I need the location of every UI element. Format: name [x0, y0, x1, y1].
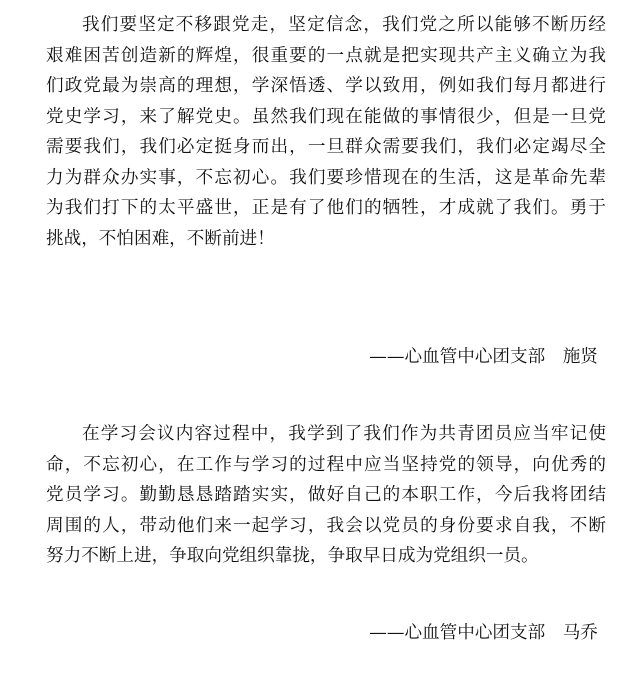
text-line: 挑战，不怕困难，不断前进！ [46, 228, 275, 249]
signature-2: ——心血管中心团支部 马乔 [369, 623, 598, 643]
text-line: 党员学习。勤勤恳恳踏踏实实，做好自己的本职工作，今后我将团结 [46, 485, 606, 505]
text-line: 努力不断上进，争取向党组织靠拢，争取早日成为党组织一员。 [46, 546, 539, 566]
text-line: 命，不忘初心，在工作与学习的过程中应当坚持党的领导，向优秀的 [46, 454, 606, 475]
text-line: 艰难困苦创造新的辉煌，很重要的一点就是把实现共产主义确立为我 [46, 45, 606, 66]
text-line: 我们要坚定不移跟党走，坚定信念，我们党之所以能够不断历经 [82, 15, 606, 35]
text-line: 周围的人，带动他们来一起学习，我会以党员的身份要求自我，不断 [46, 515, 606, 536]
signature-1: ——心血管中心团支部 施贤 [369, 347, 598, 367]
text-line: 党史学习，来了解党史。虽然我们现在能做的事情很少，但是一旦党 [46, 106, 606, 127]
text-line: 需要我们，我们必定挺身而出，一旦群众需要我们，我们必定竭尽全 [46, 137, 606, 157]
text-line: 为我们打下的太平盛世，正是有了他们的牺牲，才成就了我们。勇于 [46, 198, 606, 218]
reflection-paragraph-1 [46, 10, 606, 254]
text-line: 力为群众办实事，不忘初心。我们要珍惜现在的生活，这是革命先辈 [46, 167, 606, 188]
reflection-paragraph-2 [46, 419, 606, 572]
text-line: 们政党最为崇高的理想，学深悟透、学以致用，例如我们每月都进行 [46, 76, 606, 96]
text-line: 在学习会议内容过程中，我学到了我们作为共青团员应当牢记使 [82, 424, 606, 444]
